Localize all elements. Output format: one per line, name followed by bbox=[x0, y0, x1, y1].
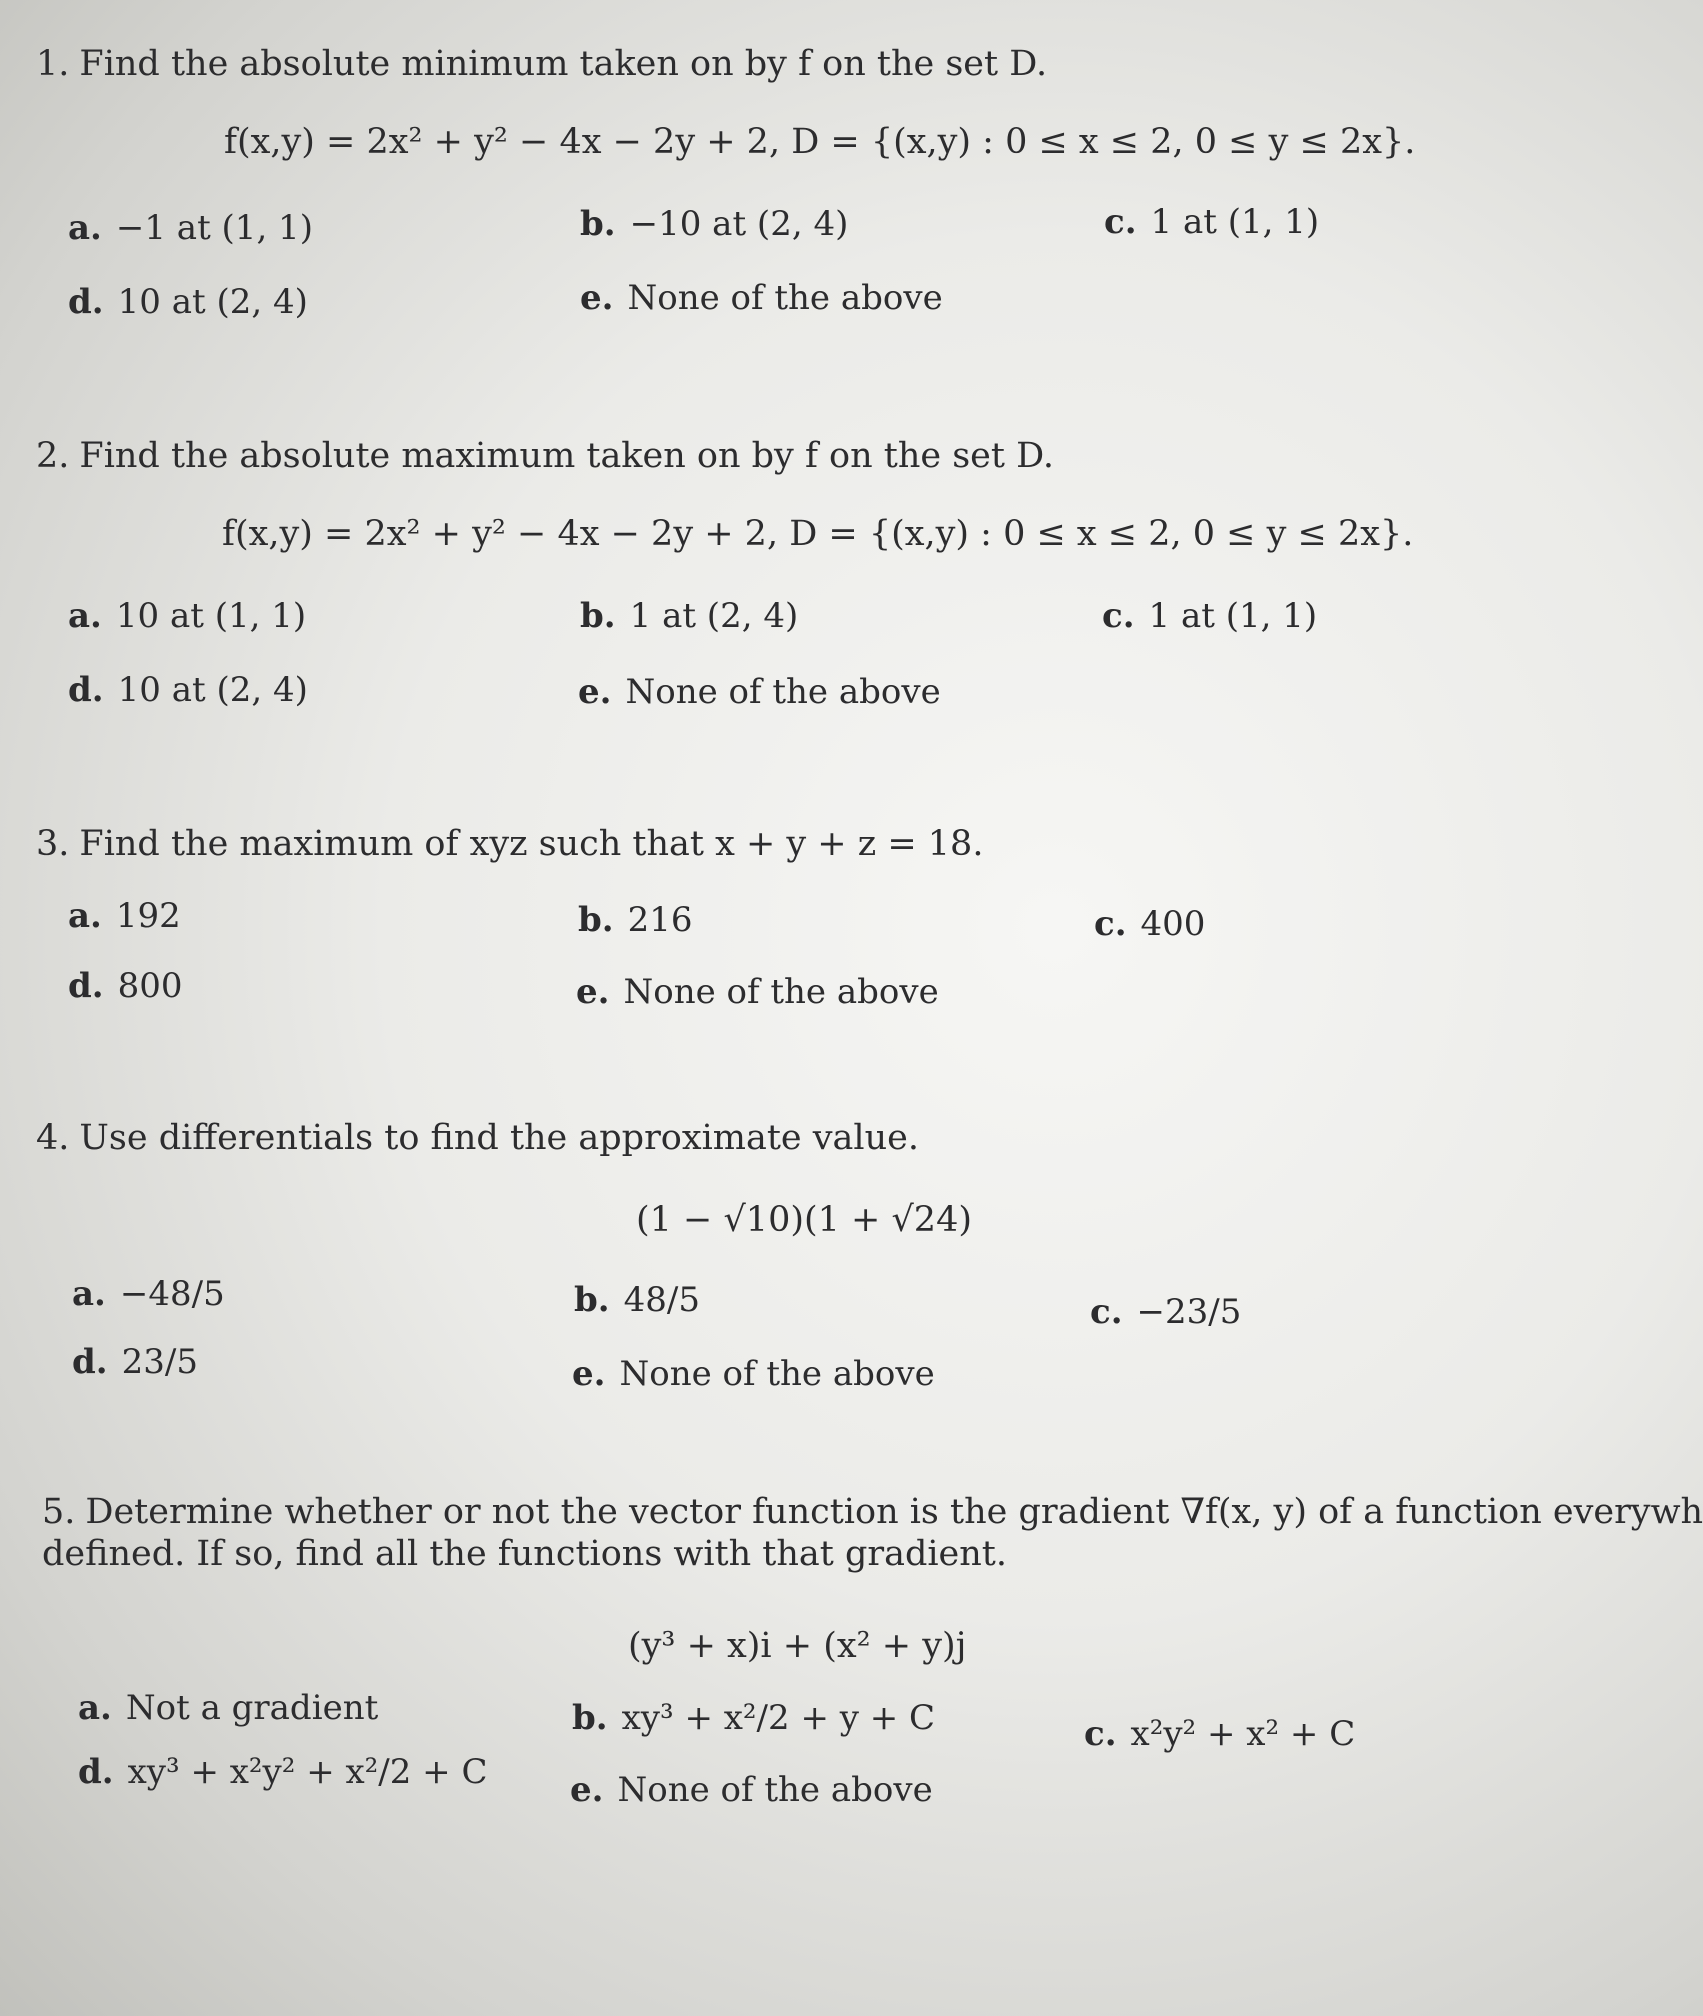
question-2-formula: f(x,y) = 2x² + y² − 4x − 2y + 2, D = {(x,y) : 0 ≤ x ≤ 2, 0 ≤ y ≤ 2x}. bbox=[222, 514, 1414, 554]
option-letter: c. bbox=[1084, 1714, 1117, 1754]
option-b bbox=[580, 596, 798, 636]
option-text: 1 at (1, 1) bbox=[1148, 596, 1318, 636]
question-text: Determine whether or not the vector function is the gradient ∇f(x, y) of a function everywh bbox=[85, 1492, 1703, 1532]
option-d bbox=[72, 1342, 198, 1382]
option-e bbox=[572, 1354, 935, 1394]
question-4-stem bbox=[36, 1118, 919, 1158]
option-b bbox=[574, 1280, 700, 1320]
option-a bbox=[68, 208, 313, 248]
option-c bbox=[1084, 1714, 1355, 1754]
option-a bbox=[72, 1274, 225, 1314]
option-text: −48/5 bbox=[119, 1274, 225, 1314]
option-e bbox=[580, 278, 943, 318]
option-text: 23/5 bbox=[121, 1342, 198, 1382]
option-text: None of the above bbox=[623, 972, 939, 1012]
option-text: 800 bbox=[117, 966, 183, 1006]
option-text: −23/5 bbox=[1136, 1292, 1242, 1332]
option-e bbox=[576, 972, 939, 1012]
option-letter: d. bbox=[78, 1752, 114, 1792]
option-letter: e. bbox=[572, 1354, 606, 1394]
option-letter: d. bbox=[68, 282, 104, 322]
option-letter: a. bbox=[68, 596, 102, 636]
option-b bbox=[580, 204, 848, 244]
question-text: Find the absolute maximum taken on by f on the set D. bbox=[79, 436, 1055, 476]
option-e bbox=[578, 672, 941, 712]
option-text: 48/5 bbox=[623, 1280, 700, 1320]
question-number: 4. bbox=[36, 1118, 70, 1158]
option-letter: e. bbox=[576, 972, 610, 1012]
option-letter: d. bbox=[68, 966, 104, 1006]
option-text: −1 at (1, 1) bbox=[115, 208, 313, 248]
option-letter: e. bbox=[580, 278, 614, 318]
option-letter: d. bbox=[72, 1342, 108, 1382]
option-letter: c. bbox=[1094, 904, 1127, 944]
option-d bbox=[68, 670, 308, 710]
option-text: 10 at (2, 4) bbox=[117, 282, 308, 322]
option-text: 192 bbox=[115, 896, 181, 936]
option-c bbox=[1102, 596, 1317, 636]
option-letter: c. bbox=[1090, 1292, 1123, 1332]
option-c bbox=[1094, 904, 1205, 944]
option-text: None of the above bbox=[627, 278, 943, 318]
question-4-formula: (1 − √10)(1 + √24) bbox=[636, 1200, 972, 1240]
question-5-stem-line-2: defined. If so, find all the functions with that gradient. bbox=[42, 1534, 1007, 1574]
option-letter: c. bbox=[1102, 596, 1135, 636]
option-text: 1 at (1, 1) bbox=[1150, 202, 1320, 242]
option-letter: d. bbox=[68, 670, 104, 710]
question-2-stem bbox=[36, 436, 1054, 476]
option-text: xy³ + x²y² + x²/2 + C bbox=[127, 1752, 488, 1792]
question-text: Use differentials to find the approximate value. bbox=[79, 1118, 919, 1158]
option-e bbox=[570, 1770, 933, 1810]
option-text: xy³ + x²/2 + y + C bbox=[621, 1698, 936, 1738]
option-letter: e. bbox=[570, 1770, 604, 1810]
question-3-stem bbox=[36, 824, 983, 864]
question-number: 3. bbox=[36, 824, 70, 864]
option-a bbox=[68, 596, 306, 636]
option-a bbox=[78, 1688, 378, 1728]
option-letter: b. bbox=[580, 204, 616, 244]
option-letter: c. bbox=[1104, 202, 1137, 242]
option-text: 10 at (1, 1) bbox=[115, 596, 307, 636]
option-text: None of the above bbox=[625, 672, 941, 712]
question-5-stem-line-1 bbox=[42, 1492, 1703, 1532]
option-text: 216 bbox=[627, 900, 693, 940]
option-b bbox=[578, 900, 693, 940]
question-number: 1. bbox=[36, 44, 70, 84]
option-text: Not a gradient bbox=[125, 1688, 379, 1728]
option-d bbox=[68, 966, 183, 1006]
question-1-stem bbox=[36, 44, 1047, 84]
option-letter: a. bbox=[78, 1688, 112, 1728]
question-number: 2. bbox=[36, 436, 70, 476]
option-letter: e. bbox=[578, 672, 612, 712]
option-c bbox=[1090, 1292, 1241, 1332]
question-5-formula: (y³ + x)i + (x² + y)j bbox=[628, 1626, 967, 1666]
option-letter: b. bbox=[572, 1698, 608, 1738]
question-text: Find the absolute minimum taken on by f on the set D. bbox=[79, 44, 1048, 84]
question-number: 5. bbox=[42, 1492, 76, 1532]
option-d bbox=[78, 1752, 488, 1792]
option-text: x²y² + x² + C bbox=[1130, 1714, 1356, 1754]
option-letter: b. bbox=[580, 596, 616, 636]
question-1-formula: f(x,y) = 2x² + y² − 4x − 2y + 2, D = {(x,y) : 0 ≤ x ≤ 2, 0 ≤ y ≤ 2x}. bbox=[224, 122, 1416, 162]
option-letter: b. bbox=[578, 900, 614, 940]
option-a bbox=[68, 896, 181, 936]
option-d bbox=[68, 282, 308, 322]
option-text: −10 at (2, 4) bbox=[629, 204, 849, 244]
option-text: None of the above bbox=[617, 1770, 933, 1810]
option-text: 10 at (2, 4) bbox=[117, 670, 308, 710]
option-text: 1 at (2, 4) bbox=[629, 596, 799, 636]
option-letter: a. bbox=[68, 208, 102, 248]
option-c bbox=[1104, 202, 1319, 242]
option-b bbox=[572, 1698, 935, 1738]
option-text: None of the above bbox=[619, 1354, 935, 1394]
option-letter: b. bbox=[574, 1280, 610, 1320]
question-text: Find the maximum of xyz such that x + y + z = 18. bbox=[79, 824, 984, 864]
option-text: 400 bbox=[1140, 904, 1206, 944]
option-letter: a. bbox=[72, 1274, 106, 1314]
option-letter: a. bbox=[68, 896, 102, 936]
